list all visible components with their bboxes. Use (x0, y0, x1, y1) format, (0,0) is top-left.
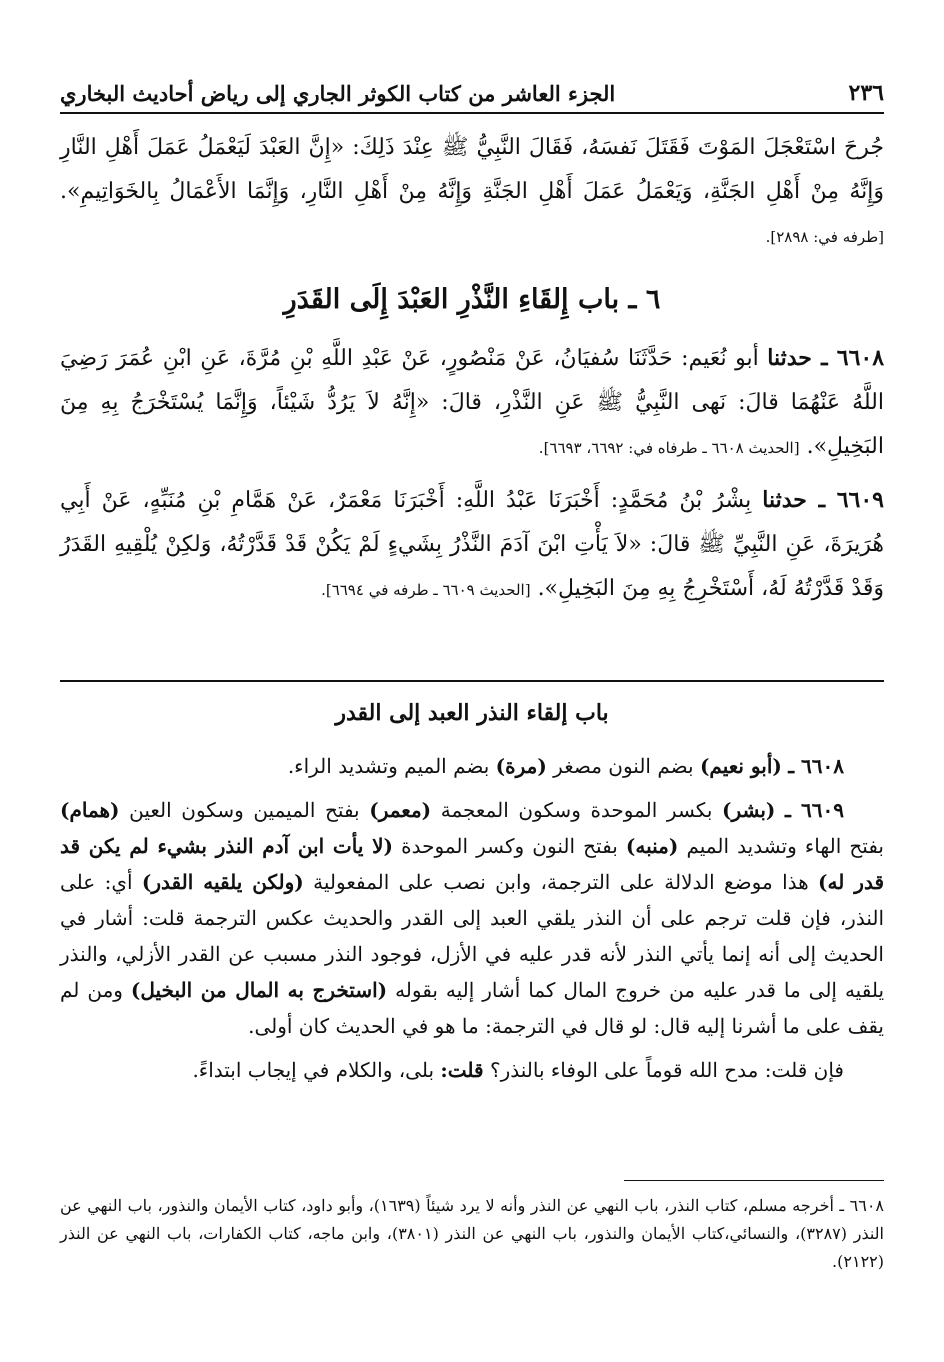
page-header (60, 66, 884, 114)
commentary-title: باب إلقاء النذر العبد إلى القدر (335, 700, 609, 726)
commentary-text: هذا موضع الدلالة على الترجمة، وابن نصب على المفعولية (303, 870, 819, 894)
hadith-6608 (60, 336, 884, 470)
commentary-text: ومن لم يقف على ما أشرنا إليه قال: لو قال في الترجمة: ما هو في الحديث كان أولى. (60, 978, 884, 1038)
hadith-previous-text: جُرحَ اسْتَعْجَلَ المَوْتَ فَقَتَلَ نَفسَهُ، فَقَالَ النَّبِيُّ ﷺ عِنْدَ ذَلِكَ: «إِنَّ العَبْدَ لَيَعْمَلُ عَمَلَ أَهْلِ النَّارِ وَإِنَّهُ مِنْ أَهْلِ الجَنَّةِ، وَيَعْمَلُ عَمَلَ أَهْلِ الجَنَّةِ وَإِنَّهُ مِنْ أَهْلِ النَّارِ، وَإِنَّمَا الأَعْمَالُ بِالخَوَاتِيمِ». (60, 135, 884, 204)
commentary-term: (مرة) (495, 754, 547, 778)
footnote: ٦٦٠٨ ـ أخرجه مسلم، كتاب النذر، باب النهي عن النذر وأنه لا يرد شيئاً (١٦٣٩)، وأبو داود، كتاب الأيمان والنذور، باب النهي عن النذر (٣٢٨٧)، والنسائي،كتاب الأيمان والنذور، باب النهي عن النذر (٣٨٠١)، وابن ماجه، كتاب الكفارات، باب النهي عن النذر (٢١٢٢). (60, 1196, 885, 1271)
commentary-term: (أبو نعيم) (699, 754, 782, 778)
hadith-previous-ref: [طرفه في: ٢٨٩٨]. (765, 228, 884, 246)
commentary-text: فإن قلت: مدح الله قوماً على الوفاء بالنذر؟ (483, 1058, 844, 1082)
hadith-6608-text: أبو نُعَيم: حَدَّثَنَا سُفيَانُ، عَنْ مَنْصُورٍ، عَنْ عَبْدِ اللَّهِ بْنِ مُرَّةَ، عَنِ ابْنِ عُمَرَ رَضِيَ اللَّهُ عَنْهُمَا قالَ: نَهى النَّبِيُّ ﷺ عَنِ النَّذْرِ، قالَ: «إِنَّهُ لاَ يَرُدُّ شَيْئاً، وَإِنَّمَا يُسْتَخْرَجُ بِهِ مِنَ البَخِيلِ». (60, 346, 884, 459)
commentary-term: (منبه) (625, 834, 679, 858)
commentary-term: (بشر) (722, 798, 776, 822)
footnote-rule (624, 1180, 884, 1181)
commentary-text: بفتح النون وكسر الموحدة (393, 834, 626, 858)
commentary-term: (معمر) (369, 798, 432, 822)
chapter-title: ٦ ـ باب إِلقَاءِ النَّذْرِ العَبْدَ إِلَى القَدَرِ (283, 284, 661, 315)
commentary-term: (استخرج به المال من البخيل) (130, 978, 388, 1002)
commentary-term: (ولكن يلقيه القدر) (141, 870, 304, 894)
commentary-term: (لا يأت ابن آدم النذر بشيء لم يكن قد قدر له) (60, 834, 885, 894)
hadith-6609 (60, 478, 884, 612)
commentary-text: بفتح الهاء وتشديد الميم (678, 834, 884, 858)
running-title: الجزء العاشر من كتاب الكوثر الجاري إلى رياض أحاديث البخاري (60, 81, 616, 106)
commentary-text: بلى، والكلام في إيجاب ابتداءً. (192, 1058, 441, 1082)
section-divider (60, 680, 884, 682)
commentary-text: بضم الميم وتشديد الراء. (287, 754, 496, 778)
commentary-term: قلت: (440, 1058, 484, 1082)
hadith-previous (60, 126, 884, 259)
commentary-paragraph (60, 748, 884, 784)
hadith-6609-ref: [الحديث ٦٦٠٩ ـ طرفه في ٦٦٩٤]. (321, 581, 531, 599)
commentary-paragraph (60, 792, 884, 1044)
hadith-6608-ref: [الحديث ٦٦٠٨ ـ طرفاه في: ٦٦٩٢، ٦٦٩٣]. (538, 439, 800, 457)
commentary-term: (همام) (60, 798, 120, 822)
hadith-6608-number: ٦٦٠٨ ـ حدثنا (767, 345, 885, 371)
commentary-text: بفتح الميمين وسكون العين (119, 798, 370, 822)
hadith-6609-number: ٦٦٠٩ ـ حدثنا (762, 487, 884, 513)
commentary-text: بكسر الموحدة وسكون المعجمة (431, 798, 723, 822)
commentary-body (60, 748, 884, 1088)
commentary-paragraph (60, 1052, 884, 1088)
page-number: ٢٣٦ (848, 80, 884, 106)
hadith-6609-text: بِشْرُ بْنُ مُحَمَّدٍ: أَخْبَرَنَا عَبْدُ اللَّهِ: أَخْبَرَنَا مَعْمَرٌ، عَنْ هَمَّامِ بْنِ مُنَبِّهٍ، عَنْ أَبِي هُرَيرَةَ، عَنِ النَّبِيِّ ﷺ قالَ: «لاَ يَأْتِ ابْنَ آدَمَ النَّذْرُ بِشَيءٍ لَمْ يَكُنْ قَدْ قَدَّرْتُهُ، وَلكِنْ يُلْقِيهِ القَدَرُ وَقَدْ قَدَّرْتُهُ لَهُ، أَسْتَخْرِجُ بِهِ مِنَ البَخِيلِ». (60, 488, 884, 601)
commentary-number: ٦٦٠٨ ـ (788, 754, 844, 778)
commentary-number: ٦٦٠٩ ـ (784, 798, 845, 822)
commentary-text: أي: على النذر، فإن قلت ترجم على أن النذر يلقي العبد إلى القدر والحديث عكس الترجمة قلت: أشار في الحديث إلى أنه إنما يأتي النذر لأنه قدر عليه في الأزل، فوجود النذر مسبب عن القدر الأزلي، والنذر يلقيه إلى ما قدر عليه من خروج المال كما أشار إليه بقوله (60, 870, 885, 1002)
commentary-text: بضم النون مصغر (546, 754, 700, 778)
